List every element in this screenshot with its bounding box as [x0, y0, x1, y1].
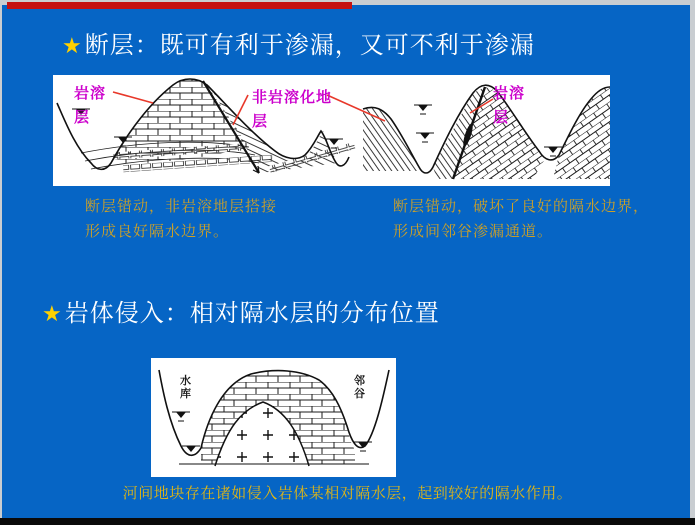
- fault-unfavorable-diagram: [363, 85, 610, 179]
- star-bullet-icon: ★: [42, 301, 63, 326]
- caption-favorable-line2: 形成良好隔水边界。: [85, 223, 230, 240]
- bottom-black-bar: [0, 518, 695, 525]
- heading-intrusion-text: 岩体侵入：相对隔水层的分布位置: [64, 301, 440, 327]
- label-reservoir: 水库: [180, 375, 191, 400]
- caption-favorable-line1: 断层错动，非岩溶地层搭接: [85, 198, 278, 215]
- heading-intrusion: [42, 300, 440, 328]
- star-bullet-icon: ★: [62, 33, 83, 58]
- label-karst-layer-right: 岩溶层: [493, 85, 526, 126]
- label-adjacent-valley: 邻谷: [354, 375, 365, 400]
- heading-fault: [62, 32, 535, 60]
- intrusion-diagram-figure: [151, 358, 396, 477]
- label-karst-layer-left: 岩溶层: [74, 85, 107, 126]
- heading-fault-text: 断层：既可有利于渗漏，又可不利于渗漏: [84, 33, 535, 59]
- caption-favorable-fault: [85, 194, 277, 244]
- red-accent-bar: [7, 2, 352, 9]
- caption-unfavorable-line2: 形成间邻谷渗漏通道。: [393, 223, 554, 240]
- fault-diagrams-figure: [53, 75, 610, 186]
- bottom-note: 河间地块存在诸如侵入岩体某相对隔水层，起到较好的隔水作用。: [122, 485, 573, 502]
- caption-unfavorable-line1: 断层错动，破坏了良好的隔水边界，: [393, 198, 650, 215]
- label-non-karst-strata: 非岩溶化地层: [252, 89, 333, 130]
- caption-unfavorable-fault: [393, 194, 649, 244]
